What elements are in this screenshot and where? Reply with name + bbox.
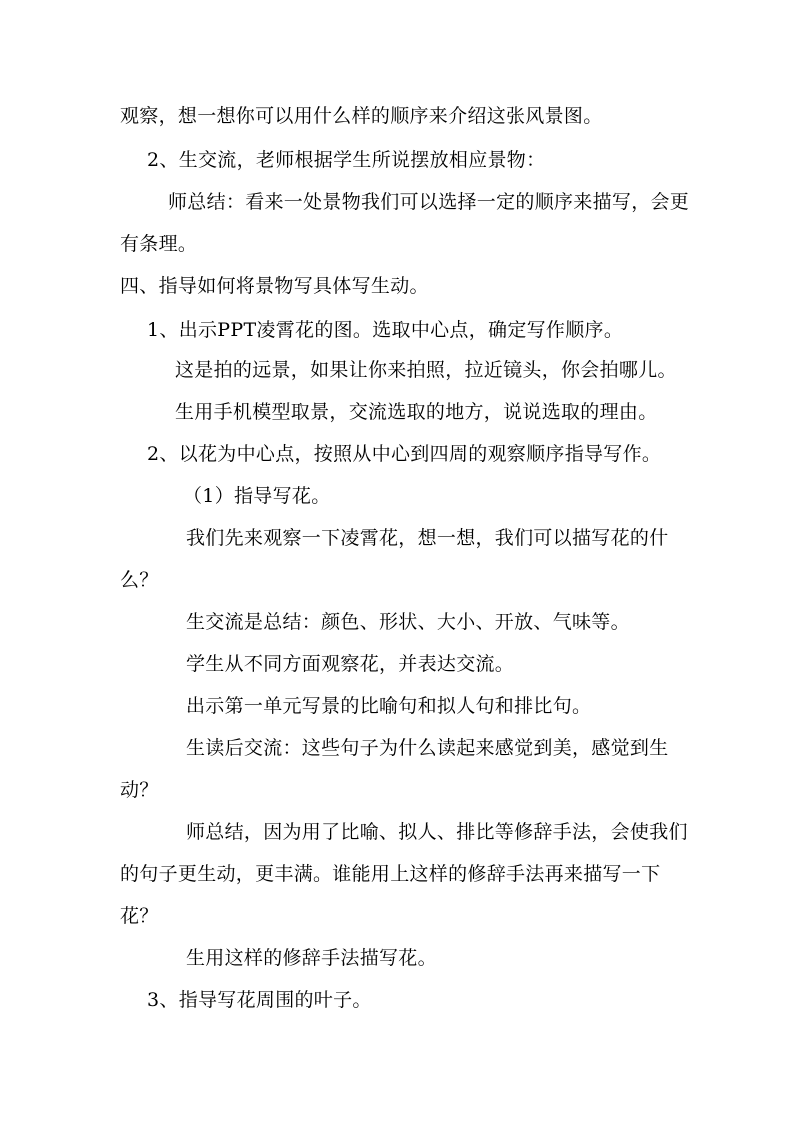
text-line-13: 生交流是总结：颜色、形状、大小、开放、气味等。	[186, 611, 630, 633]
text-line-17: 动？	[120, 779, 159, 801]
text-line-7: 这是拍的远景，如果让你来拍照，拉近镜头，你会拍哪儿。	[175, 359, 677, 381]
text-line-8: 生用手机模型取景，交流选取的地方，说说选取的理由。	[175, 401, 658, 423]
text-line-19: 的句子更生动，更丰满。谁能用上这样的修辞手法再来描写一下	[120, 863, 661, 885]
text-line-21: 生用这样的修辞手法描写花。	[186, 947, 437, 969]
text-line-4: 有条理。	[120, 233, 198, 255]
text-line-15: 出示第一单元写景的比喻句和拟人句和排比句。	[186, 695, 592, 717]
text-line-10: （1）指导写花。	[183, 485, 331, 507]
text-line-22: 3、指导写花周围的叶子。	[147, 989, 372, 1011]
text-line-11: 我们先来观察一下凌霄花，想一想，我们可以描写花的什	[186, 527, 669, 549]
text-line-12: 么？	[120, 569, 159, 591]
text-line-3: 师总结：看来一处景物我们可以选择一定的顺序来描写，会更	[168, 191, 690, 213]
text-line-16: 生读后交流：这些句子为什么读起来感觉到美，感觉到生	[186, 737, 669, 759]
text-line-14: 学生从不同方面观察花，并表达交流。	[186, 653, 515, 675]
text-line-18: 师总结，因为用了比喻、拟人、排比等修辞手法，会使我们	[186, 821, 688, 843]
text-line-2: 2、生交流，老师根据学生所说摆放相应景物：	[147, 149, 546, 171]
text-line-20: 花？	[120, 905, 159, 927]
text-line-5: 四、指导如何将景物写具体写生动。	[120, 275, 429, 297]
text-line-9: 2、以花为中心点，按照从中心到四周的观察顺序指导写作。	[147, 443, 662, 465]
text-line-1: 观察，想一想你可以用什么样的顺序来介绍这张风景图。	[120, 105, 603, 127]
text-line-6: 1、出示PPT凌霄花的图。选取中心点，确定写作顺序。	[147, 319, 624, 341]
